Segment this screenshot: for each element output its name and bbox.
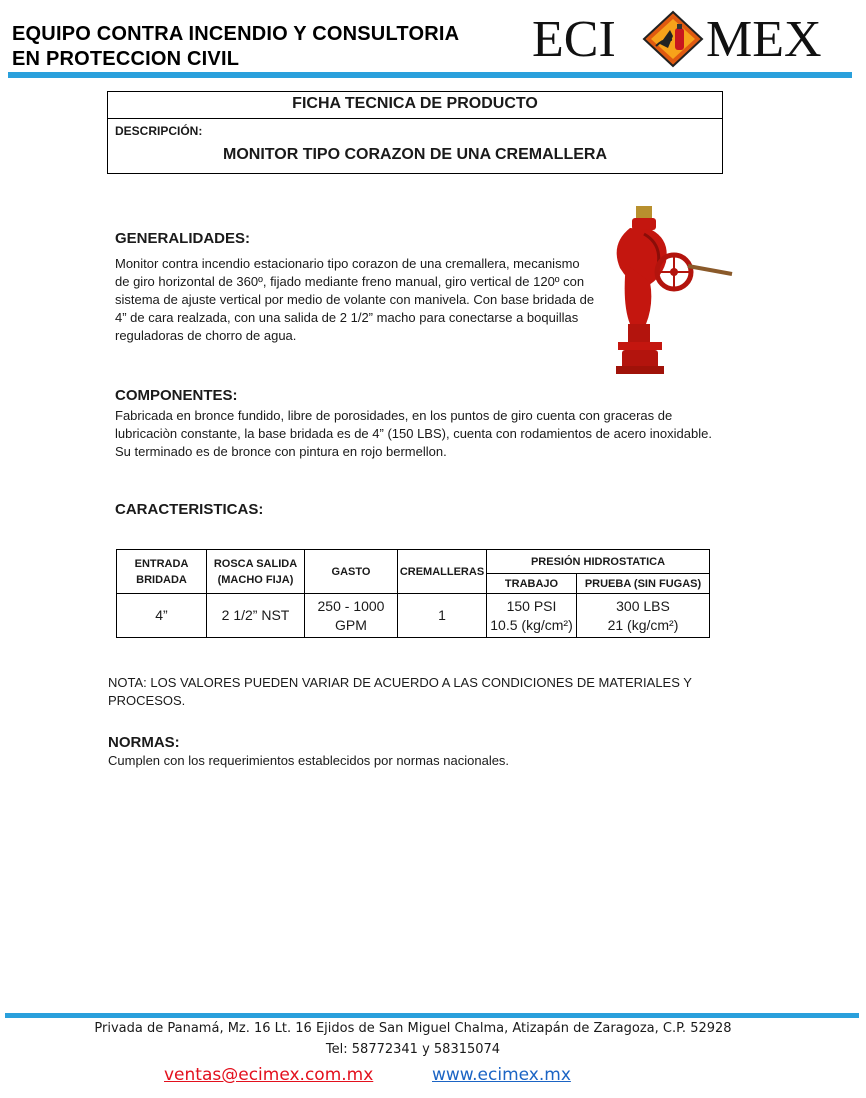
col-header-presion: PRESIÓN HIDROSTATICA: [487, 550, 710, 574]
col-header-cremalleras: CREMALLERAS: [398, 550, 487, 594]
cell-trabajo: [487, 594, 577, 638]
col-header-rosca: ROSCA SALIDA (MACHO FIJA): [207, 550, 305, 594]
cell-rosca: 2 1/2” NST: [207, 594, 305, 638]
ficha-divider: [107, 118, 723, 119]
footer-phone: Tel: 58772341 y 58315074: [325, 1042, 501, 1057]
description-label: DESCRIPCIÓN:: [115, 124, 203, 138]
cell-prueba-line1: 300 LBS: [616, 597, 670, 614]
generalidades-text: Monitor contra incendio estacionario tipo corazon de una cremallera, mecanismo de giro horizontal de 360º, fijado mediante freno manual, giro vertical de 120º con sistema de ajuste vertical por medio de volante con manivela. Con base bridada de 4” de cara realzada, con una salida de 2 1/2” macho para conectarse a boquillas reguladoras de chorro de agua.: [115, 256, 595, 343]
cell-entrada: 4”: [117, 594, 207, 638]
ecimex-logo: [530, 10, 836, 68]
logo-text-right: MEX: [706, 11, 822, 68]
header-rule: [8, 72, 852, 78]
subheader-prueba: PRUEBA (SIN FUGAS): [577, 574, 710, 594]
componentes-text: Fabricada en bronce fundido, libre de porosidades, en los puntos de giro cuenta con graceras de lubricaciòn constante, la base bridada es de 4” (150 LBS), cuenta con rodamientos de acero inoxidable. Su terminado es de bronce con pintura en rojo bermellon.: [115, 408, 712, 459]
normas-text: Cumplen con los requerimientos establecidos por normas nacionales.: [108, 753, 510, 768]
generalidades-heading: GENERALIDADES:: [115, 230, 251, 247]
cell-gasto: [305, 594, 398, 638]
fire-monitor-product-image: [600, 204, 740, 380]
company-name: [12, 22, 459, 72]
cell-trabajo-line1: 150 PSI: [506, 597, 557, 614]
company-name-line2: EN PROTECCION CIVIL: [12, 48, 240, 70]
componentes-heading: COMPONENTES:: [115, 387, 238, 404]
cell-gasto-line2: GPM: [335, 616, 367, 633]
product-name: MONITOR TIPO CORAZON DE UNA CREMALLERA: [223, 146, 607, 163]
ficha-title: FICHA TECNICA DE PRODUCTO: [292, 95, 538, 112]
specs-table: [116, 549, 710, 638]
cell-gasto-line1: 250 - 1000: [317, 597, 385, 614]
website-link[interactable]: www.ecimex.mx: [432, 1065, 571, 1085]
company-name-line1: EQUIPO CONTRA INCENDIO Y CONSULTORIA: [12, 23, 460, 45]
caracteristicas-heading: CARACTERISTICAS:: [115, 501, 264, 518]
cell-cremalleras: 1: [398, 594, 487, 638]
cell-trabajo-line2: 10.5 (kg/cm²): [490, 616, 573, 633]
cell-prueba: [577, 594, 710, 638]
fire-extinguisher-logo-icon: [642, 10, 704, 68]
footer-address: Privada de Panamá, Mz. 16 Lt. 16 Ejidos de San Miguel Chalma, Atizapán de Zaragoza, C.P. 52928: [94, 1021, 732, 1036]
nota-text: NOTA: LOS VALORES PUEDEN VARIAR DE ACUERDO A LAS CONDICIONES DE MATERIALES Y PROCESOS.: [108, 675, 692, 708]
cell-prueba-line2: 21 (kg/cm²): [607, 616, 679, 633]
normas-heading: NORMAS:: [108, 734, 180, 751]
footer-rule: [5, 1013, 859, 1018]
email-link[interactable]: ventas@ecimex.com.mx: [164, 1065, 374, 1085]
col-header-entrada: ENTRADA BRIDADA: [117, 550, 207, 594]
logo-text-left: ECI: [532, 11, 616, 68]
col-header-gasto: GASTO: [305, 550, 398, 594]
subheader-trabajo: TRABAJO: [487, 574, 577, 594]
